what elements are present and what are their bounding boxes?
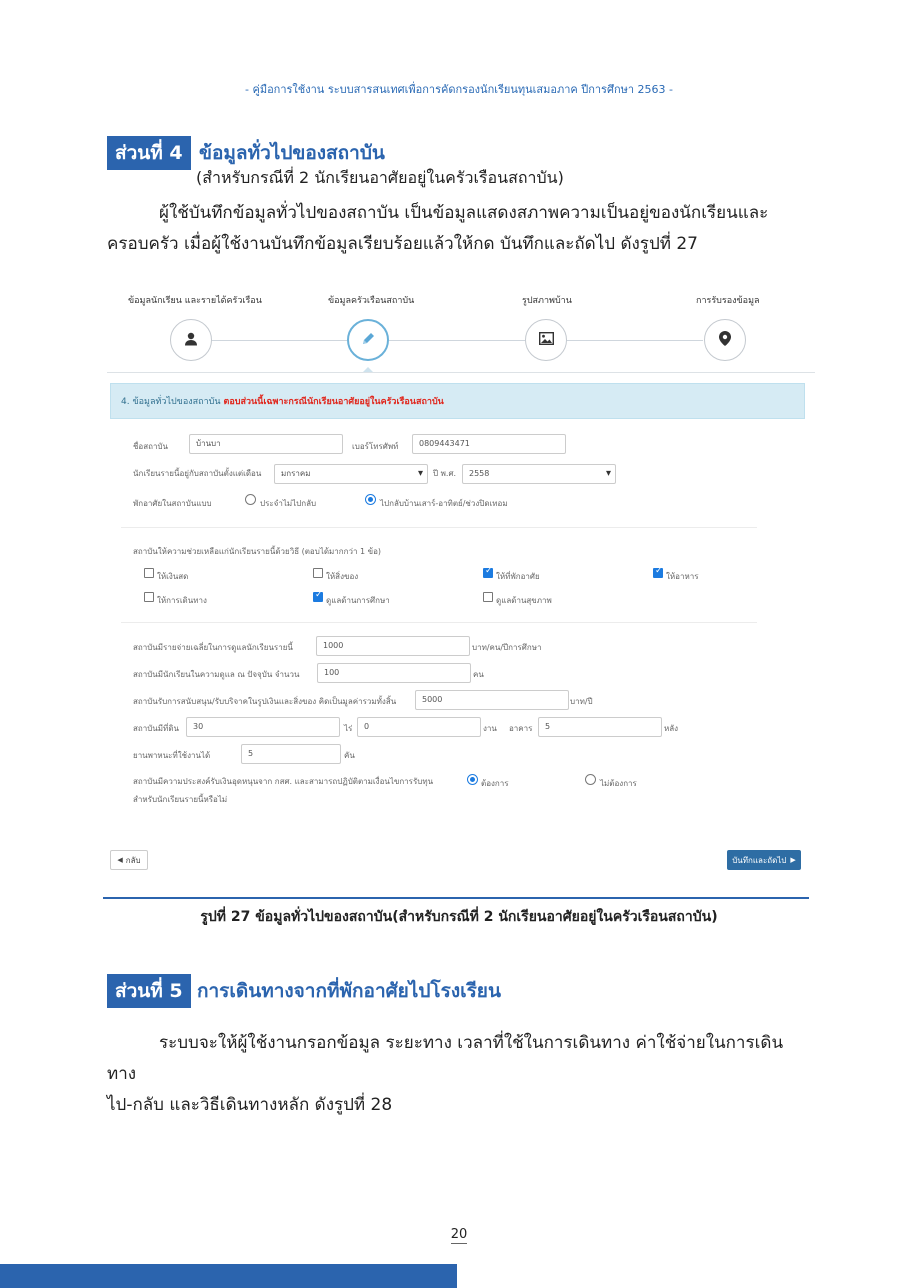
help-methods-label: สถาบันให้ความช่วยเหลือแก่นักเรียนรายนี้ด้วยวิธี (ตอบได้มากกว่า 1 ข้อ) — [133, 547, 382, 556]
fund-yes-radio[interactable] — [467, 774, 478, 785]
ngan-unit: งาน — [483, 724, 497, 733]
step-label-house-photo: รูปสภาพบ้าน — [522, 296, 572, 306]
caret-left-icon: ◀ — [117, 856, 123, 864]
vehicle-label: ยานพาหนะที่ใช้งานได้ — [133, 751, 211, 760]
image-icon — [539, 332, 554, 348]
vehicle-input[interactable]: 5 — [241, 744, 341, 764]
year-select[interactable]: 2558 ▾ — [462, 464, 616, 484]
map-pin-icon — [719, 331, 731, 349]
section-5-badge: ส่วนที่ 5 — [107, 974, 191, 1008]
section-5-title: การเดินทางจากที่พักอาศัยไปโรงเรียน — [197, 980, 501, 1002]
students-label: สถาบันมีนักเรียนในความดูแล ณ ปัจจุบัน จำนวน — [133, 670, 300, 679]
cost-label: สถาบันมีรายจ่ายเฉลี่ยในการดูแลนักเรียนรายนี้ — [133, 643, 293, 652]
donation-unit: บาท/ปี — [570, 697, 593, 706]
page-number — [0, 1227, 918, 1242]
alert-prefix: 4. ข้อมูลทั่วไปของสถาบัน — [121, 397, 221, 407]
figure-underline — [103, 897, 809, 899]
para-line: ครอบครัว เมื่อผู้ใช้งานบันทึกข้อมูลเรียบร้อยแล้วให้กด บันทึกและถัดไป ดังรูปที่ 27 — [107, 234, 698, 254]
fund-yes-label: ต้องการ — [481, 779, 509, 788]
building-unit: หลัง — [664, 724, 679, 733]
section-4-subtitle: (สำหรับกรณีที่ 2 นักเรียนอาศัยอยู่ในครัวเรือนสถาบัน) — [196, 168, 564, 187]
para-line: ระบบจะให้ผู้ใช้งานกรอกข้อมูล ระยะทาง เวลาที่ใช้ในการเดินทาง ค่าใช้จ่ายในการเดินทาง — [107, 1033, 784, 1084]
institution-name-input[interactable]: บ้านบา — [189, 434, 343, 454]
phone-label: เบอร์โทรศัพท์ — [352, 442, 399, 451]
help-health-label: ดูแลด้านสุขภาพ — [496, 596, 552, 605]
section-5-paragraph — [107, 1028, 812, 1121]
fund-no-radio[interactable] — [585, 774, 596, 785]
back-button-label: กลับ — [125, 855, 141, 865]
help-health-checkbox[interactable] — [483, 592, 493, 602]
rai-unit: ไร่ — [344, 724, 353, 733]
help-cash-checkbox[interactable] — [144, 568, 154, 578]
save-next-button[interactable] — [727, 850, 801, 870]
stay-opt2-radio[interactable] — [365, 494, 376, 505]
person-icon — [184, 332, 198, 349]
institution-name-label: ชื่อสถาบัน — [133, 442, 168, 451]
save-next-label: บันทึกและถัดไป — [732, 855, 787, 865]
footer-bar — [0, 1264, 457, 1288]
cost-unit: บาท/คน/ปีการศึกษา — [472, 643, 542, 652]
caret-right-icon: ▶ — [790, 856, 796, 864]
help-goods-checkbox[interactable] — [313, 568, 323, 578]
divider — [121, 622, 757, 623]
help-travel-label: ให้การเดินทาง — [157, 596, 207, 605]
help-education-label: ดูแลด้านการศึกษา — [326, 596, 390, 605]
fund-label: สถาบันมีความประสงค์รับเงินอุดหนุนจาก กสศ. และสามารถปฏิบัติตามเงื่อนไขการรับทุน — [133, 777, 434, 786]
section-4-badge: ส่วนที่ 4 — [107, 136, 191, 170]
divider — [107, 372, 815, 373]
students-unit: คน — [473, 670, 484, 679]
step-certify[interactable] — [704, 319, 746, 361]
vehicle-unit: คัน — [344, 751, 355, 760]
para-line: ผู้ใช้บันทึกข้อมูลทั่วไปของสถาบัน เป็นข้อมูลแสดงสภาพความเป็นอยู่ของนักเรียนและ — [159, 203, 769, 223]
month-select[interactable]: มกราคม ▾ — [274, 464, 428, 484]
running-header: - คู่มือการใช้งาน ระบบสารสนเทศเพื่อการคัดกรองนักเรียนทุนเสมอภาค ปีการศึกษา 2563 - — [245, 83, 673, 96]
building-label: อาคาร — [509, 724, 533, 733]
stay-opt1-radio[interactable] — [245, 494, 256, 505]
step-household[interactable] — [347, 319, 389, 361]
fund-label-line2: สำหรับนักเรียนรายนี้หรือไม่ — [133, 795, 228, 804]
stay-opt1-label: ประจำไม่ไปกลับ — [260, 499, 317, 508]
step-connector — [389, 340, 525, 341]
help-shelter-label: ให้ที่พักอาศัย — [496, 572, 540, 581]
cost-input[interactable]: 1000 — [316, 636, 470, 656]
donation-label: สถาบันรับการสนับสนุน/รับบริจาคในรูปเงินและสิ่งของ คิดเป็นมูลค่ารวมทั้งสิ้น — [133, 697, 397, 706]
fund-no-label: ไม่ต้องการ — [600, 779, 637, 788]
section-4-title: ข้อมูลทั่วไปของสถาบัน — [199, 142, 385, 164]
divider — [121, 527, 757, 528]
help-cash-label: ให้เงินสด — [157, 572, 189, 581]
figure-caption: รูปที่ 27 ข้อมูลทั่วไปของสถาบัน(สำหรับกรณีที่ 2 นักเรียนอาศัยอยู่ในครัวเรือนสถาบัน) — [200, 909, 718, 925]
land-rai-input[interactable]: 30 — [186, 717, 340, 737]
para-line: ไป-กลับ และวิธีเดินทางหลัก ดังรูปที่ 28 — [107, 1095, 393, 1115]
step-house-photo[interactable] — [525, 319, 567, 361]
stay-type-label: พักอาศัยในสถาบันแบบ — [133, 499, 212, 508]
help-education-checkbox[interactable] — [313, 592, 323, 602]
stay-opt2-label: ไปกลับบ้านเสาร์-อาทิตย์/ช่วงปิดเทอม — [380, 499, 508, 508]
phone-input[interactable]: 0809443471 — [412, 434, 566, 454]
donation-input[interactable]: 5000 — [415, 690, 569, 710]
back-button[interactable] — [110, 850, 148, 870]
step-label-household: ข้อมูลครัวเรือนสถาบัน — [328, 296, 415, 306]
section-alert — [110, 383, 805, 419]
help-food-label: ให้อาหาร — [666, 572, 699, 581]
pencil-icon — [360, 331, 376, 350]
land-label: สถาบันมีที่ดิน — [133, 724, 179, 733]
alert-highlight: ตอบส่วนนี้เฉพาะกรณีนักเรียนอาศัยอยู่ในครัวเรือนสถาบัน — [223, 397, 444, 407]
step-connector — [567, 340, 703, 341]
building-input[interactable]: 5 — [538, 717, 662, 737]
land-ngan-input[interactable]: 0 — [357, 717, 481, 737]
figure-27-screenshot — [107, 285, 815, 885]
step-label-student: ข้อมูลนักเรียน และรายได้ครัวเรือน — [128, 296, 262, 306]
help-food-checkbox[interactable] — [653, 568, 663, 578]
step-student[interactable] — [170, 319, 212, 361]
year-label: ปี พ.ศ. — [433, 469, 457, 478]
help-shelter-checkbox[interactable] — [483, 568, 493, 578]
students-input[interactable]: 100 — [317, 663, 471, 683]
help-goods-label: ให้สิ่งของ — [326, 572, 359, 581]
step-label-certify: การรับรองข้อมูล — [696, 296, 760, 306]
help-travel-checkbox[interactable] — [144, 592, 154, 602]
since-label: นักเรียนรายนี้อยู่กับสถาบันตั้งแต่เดือน — [133, 469, 262, 478]
section-4-paragraph — [107, 198, 812, 260]
page-number-text: 20 — [450, 1227, 468, 1242]
step-connector — [211, 340, 347, 341]
